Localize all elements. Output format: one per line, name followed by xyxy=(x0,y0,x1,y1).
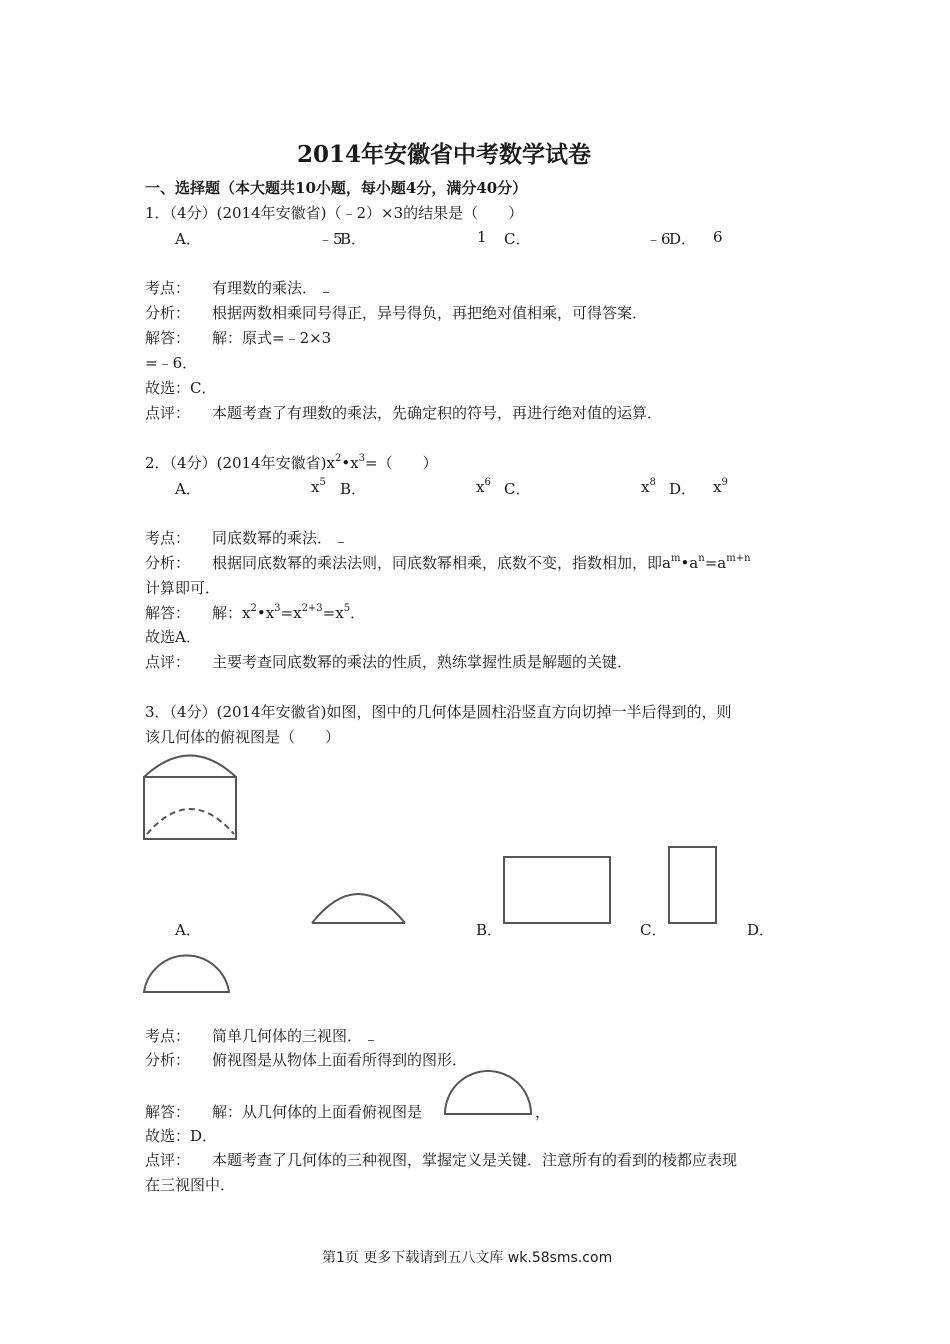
q2-fenxi: 根据同底数幂的乘法法则，同底数幂相乘，底数不变，指数相加，即$a^m•a^n=a^{m+n}$ xyxy=(212,553,751,572)
q1-option-b-value: 1 xyxy=(477,228,487,246)
q2-option-a-value: $x^5$ xyxy=(311,477,326,496)
q2-option-b-label: B． xyxy=(340,480,367,498)
q1-option-a-value: ﹣5 xyxy=(318,230,343,248)
q1-option-a-label: A． xyxy=(175,230,201,248)
q3-dianping-label: 点评： xyxy=(145,1151,191,1169)
q3-dianping: 本题考查了几何体的三种视图，掌握定义是关键．注意所有的看到的棱都应表现 xyxy=(212,1151,738,1169)
q2-fenxi-label: 分析： xyxy=(145,554,191,572)
q3-option-c-label: C． xyxy=(640,921,667,939)
q2-fenxi-line2: 计算即可． xyxy=(145,579,221,597)
q3-stem: 3．（4分）(2014年安徽省)如图，图中的几何体是圆柱沿竖直方向切掉一半后得到的，则 xyxy=(145,703,732,721)
q3-dianping-line2: 在三视图中． xyxy=(145,1176,236,1194)
link-marker xyxy=(338,542,344,543)
q3-kaodian: 简单几何体的三视图． xyxy=(212,1025,374,1046)
q2-option-b-value: $x^6$ xyxy=(476,477,491,496)
q3-option-b-label: B． xyxy=(476,921,503,939)
q2-kaodian-label: 考点： xyxy=(145,529,191,547)
q2-option-c-label: C． xyxy=(504,480,531,498)
q3-jieda-label: 解答： xyxy=(145,1103,191,1121)
q3-kaodian-label: 考点： xyxy=(145,1027,191,1045)
q3-jieda-comma: ， xyxy=(535,1103,551,1121)
q2-answer: 故选A． xyxy=(145,628,201,646)
section-heading: 一、选择题（本大题共10小题，每小题4分，满分40分） xyxy=(145,179,528,197)
q3-answer: 故选：D． xyxy=(145,1127,218,1145)
option-a-arc-shape xyxy=(311,885,407,925)
q1-option-d-label: D． xyxy=(669,230,697,248)
q1-option-b-label: B． xyxy=(340,230,367,248)
inline-semicircle-shape xyxy=(444,1068,533,1116)
q1-answer: 故选：C． xyxy=(145,379,217,397)
q1-jieda: 解：原式=﹣2×3 xyxy=(212,329,332,347)
q2-jieda: 解：$x^2•x^3=x^{2+3}=x^5$． xyxy=(212,603,366,622)
q1-kaodian: 有理数的乘法． xyxy=(212,277,329,298)
q2-kaodian: 同底数幂的乘法． xyxy=(212,527,344,548)
q1-jieda-line2: =﹣6． xyxy=(145,354,198,372)
q2-dianping-label: 点评： xyxy=(145,653,191,671)
q1-option-d-value: 6 xyxy=(713,228,723,246)
option-c-rectangle-shape xyxy=(668,846,718,925)
q2-option-a-label: A． xyxy=(175,480,201,498)
q2-jieda-label: 解答： xyxy=(145,604,191,622)
link-marker xyxy=(323,292,329,293)
q2-option-d-value: $x^9$ xyxy=(713,477,728,496)
page-title: 2014年安徽省中考数学试卷 xyxy=(297,141,592,168)
q2-dianping: 主要考查同底数幂的乘法的性质，熟练掌握性质是解题的关键． xyxy=(212,653,633,671)
q2-option-c-value: $x^8$ xyxy=(641,477,656,496)
q2-option-d-label: D． xyxy=(669,480,697,498)
link-marker xyxy=(368,1040,374,1041)
q1-fenxi: 根据两数相乘同号得正，异号得负，再把绝对值相乘，可得答案． xyxy=(212,304,648,322)
q1-dianping: 本题考查了有理数的乘法，先确定积的符号，再进行绝对值的运算． xyxy=(212,404,663,422)
q3-jieda: 解：从几何体的上面看俯视图是 xyxy=(212,1103,423,1121)
q3-option-a-label: A． xyxy=(175,921,201,939)
q2-stem: 2．（4分）(2014年安徽省)$x^2•x^3=$（ ） xyxy=(145,453,438,472)
q1-stem: 1．（4分）(2014年安徽省)（﹣2）×3的结果是（ ） xyxy=(145,204,524,222)
option-b-rectangle-shape xyxy=(503,856,612,925)
option-d-semicircle-shape xyxy=(143,945,231,994)
half-cylinder-figure xyxy=(142,748,240,843)
q1-jieda-label: 解答： xyxy=(145,329,191,347)
q1-kaodian-label: 考点： xyxy=(145,279,191,297)
q3-stem-line2: 该几何体的俯视图是（ ） xyxy=(145,728,341,746)
q1-option-c-label: C． xyxy=(504,230,531,248)
q3-option-d-label: D． xyxy=(747,921,775,939)
q1-option-c-value: ﹣6 xyxy=(646,230,671,248)
q1-fenxi-label: 分析： xyxy=(145,304,191,322)
q3-fenxi: 俯视图是从物体上面看所得到的图形． xyxy=(212,1051,468,1069)
q1-dianping-label: 点评： xyxy=(145,404,191,422)
page-footer: 第1页 更多下载请到五八文库 wk.58sms.com xyxy=(322,1250,613,1266)
q3-fenxi-label: 分析： xyxy=(145,1051,191,1069)
